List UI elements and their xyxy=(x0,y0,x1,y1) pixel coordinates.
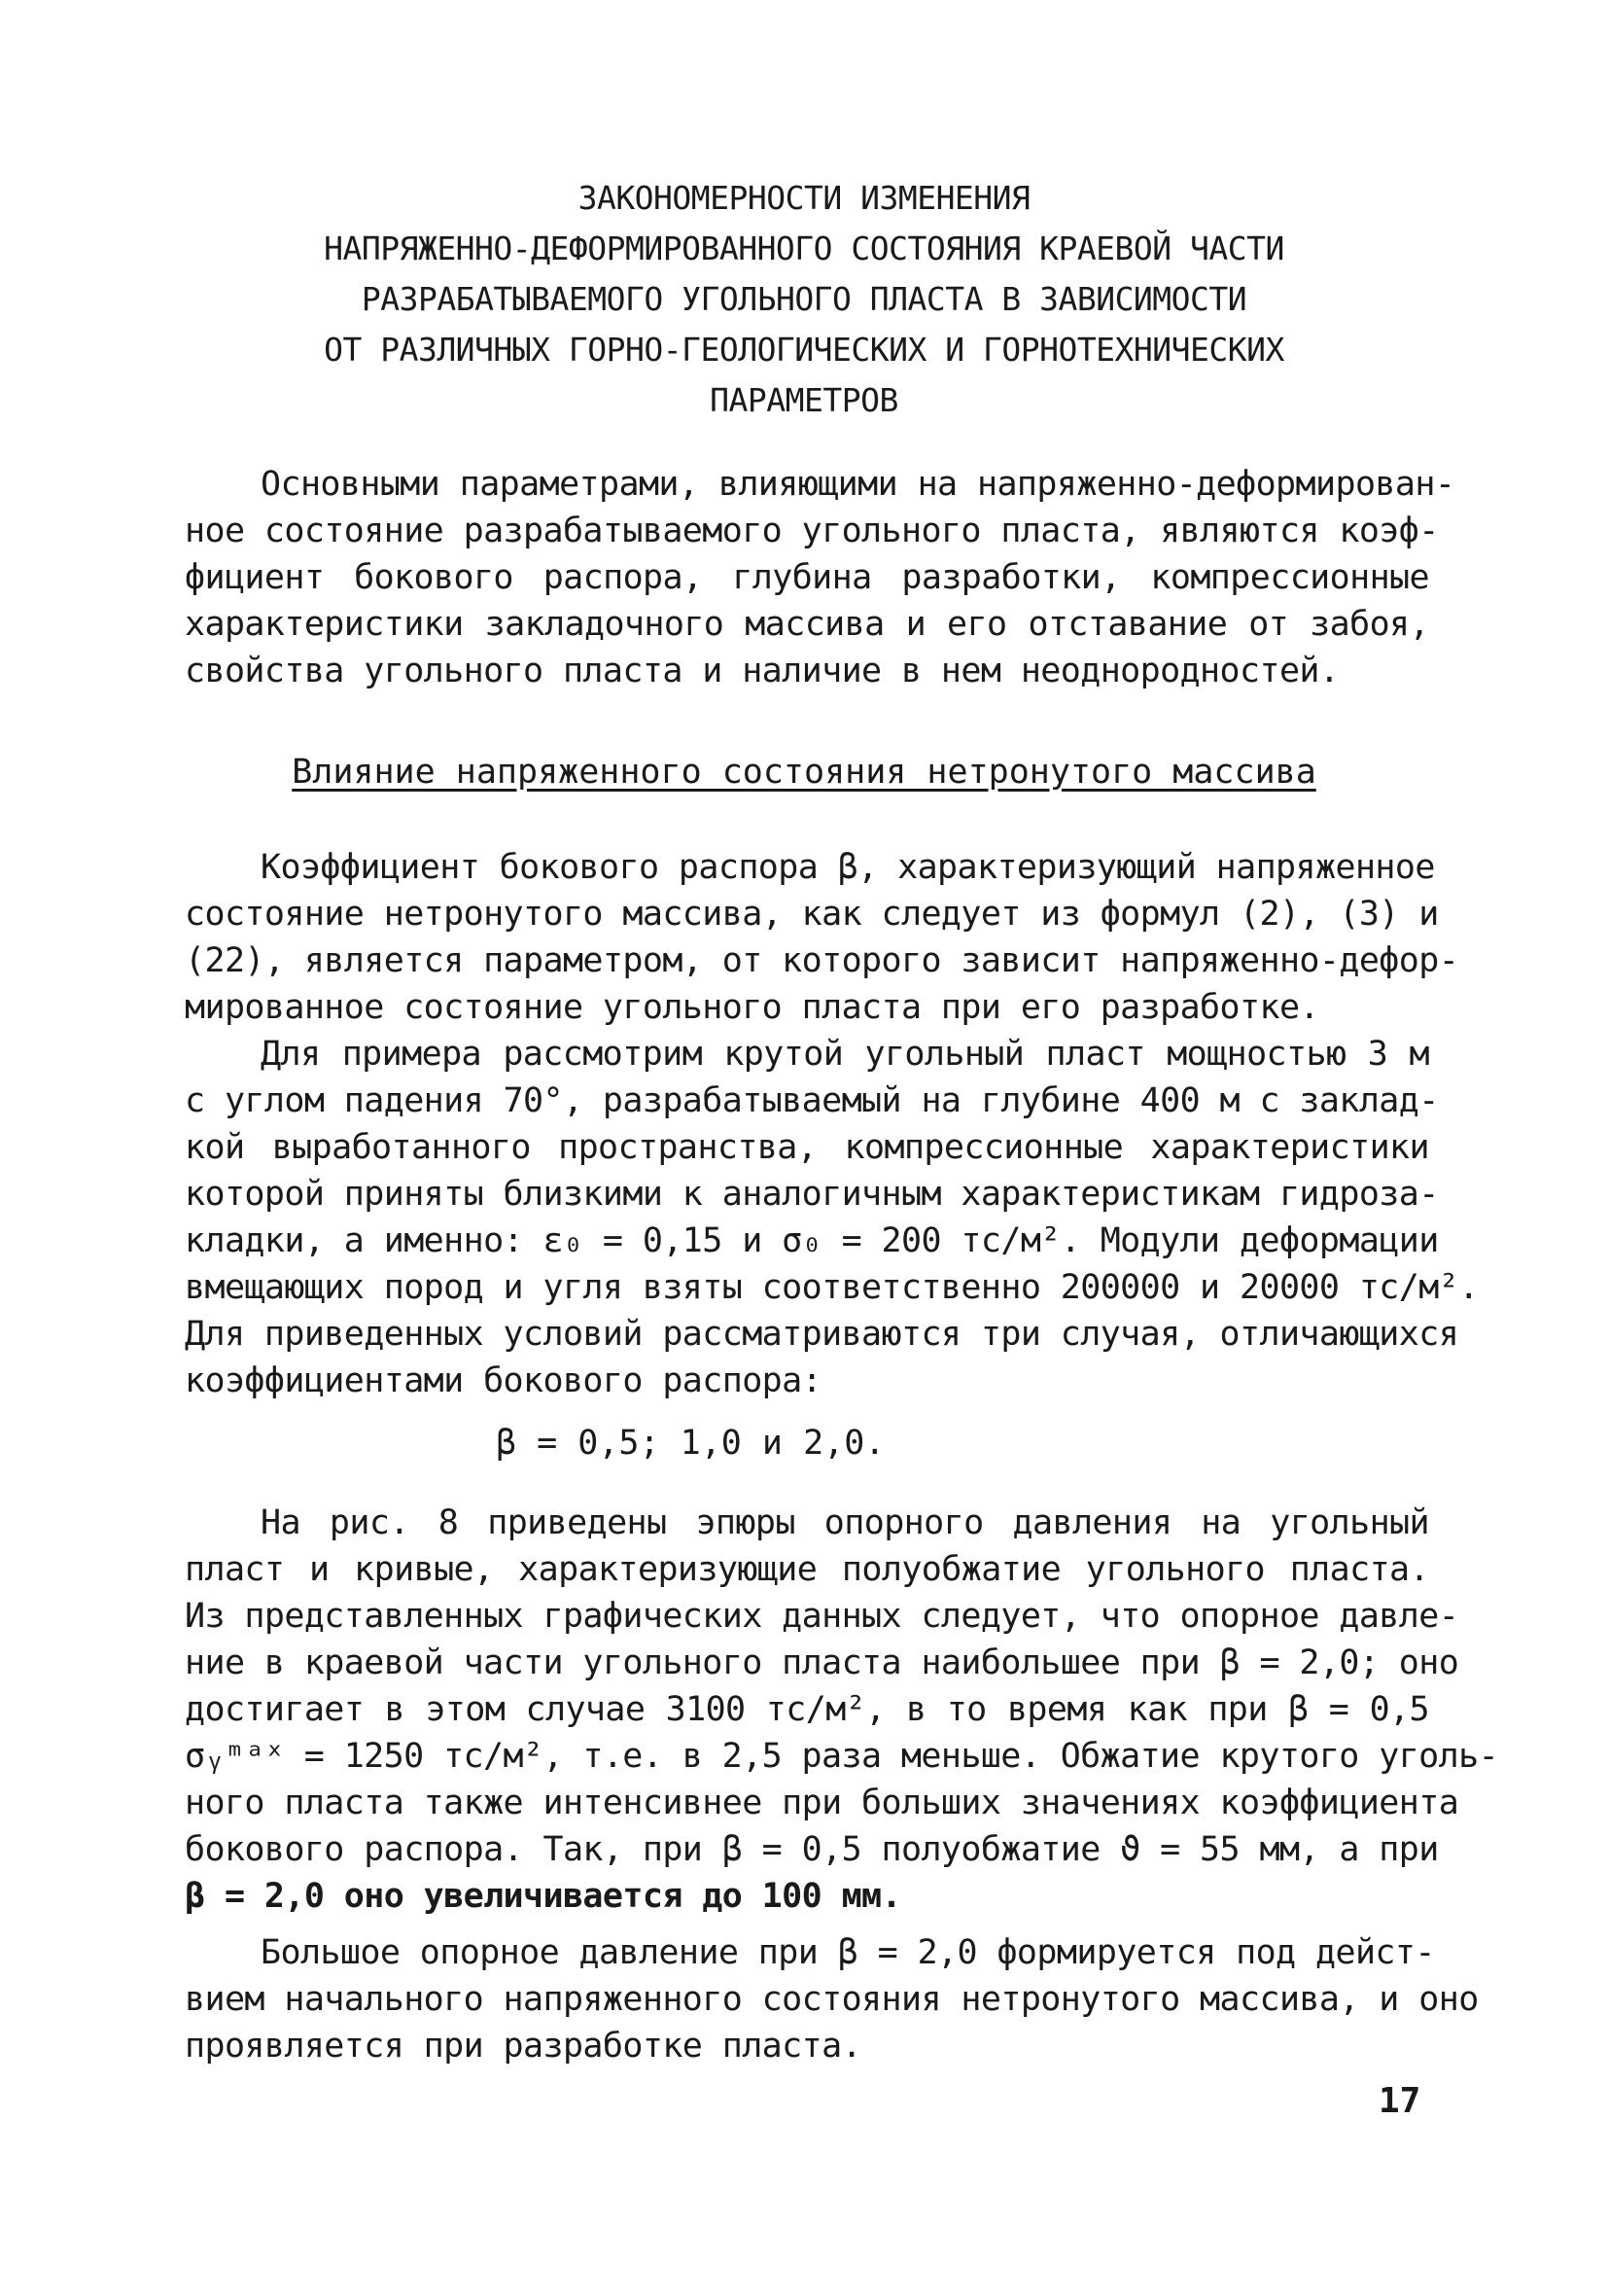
title-line: ОТ РАЗЛИЧНЫХ ГОРНО-ГЕОЛОГИЧЕСКИХ И ГОРНОТЕХНИЧЕСКИХ xyxy=(324,331,1284,369)
text-line: свойства угольного пласта и наличие в нем неоднородностей. xyxy=(185,652,1340,690)
text-line: достигает в этом случае 3100 тс/м², в то время как при β = 0,5 xyxy=(185,1690,1429,1729)
text-line: На рис. 8 приведены эпюры опорного давления на угольный xyxy=(261,1503,1429,1542)
text-line: кой выработанного пространства, компрессионные характеристики xyxy=(185,1128,1429,1167)
title-line: РАЗРАБАТЫВАЕМОГО УГОЛЬНОГО ПЛАСТА В ЗАВИСИМОСТИ xyxy=(361,280,1247,318)
paragraph-example xyxy=(185,1031,1479,1404)
text-line: ное состояние разрабатываемого угольного пласта, являются коэф- xyxy=(185,512,1439,550)
text-line: вмещающих пород и угля взяты соответственно 200000 и 20000 тс/м². xyxy=(185,1268,1479,1307)
beta-values-formula: β = 0,5; 1,0 и 2,0. xyxy=(496,1424,886,1463)
text-line: с углом падения 70°, разрабатываемый на глубине 400 м с заклад- xyxy=(185,1081,1439,1120)
text-line: σᵧᵐᵃˣ = 1250 тс/м², т.е. в 2,5 раза меньше. Обжатие крутого уголь- xyxy=(185,1737,1499,1776)
text-line: Из представленных графических данных следует, что опорное давле- xyxy=(185,1597,1459,1636)
text-line: мированное состояние угольного пласта при его разработке. xyxy=(185,988,1319,1027)
title-line: НАПРЯЖЕННО-ДЕФОРМИРОВАННОГО СОСТОЯНИЯ КРАЕВОЙ ЧАСТИ xyxy=(324,230,1284,267)
text-line: состояние нетронутого массива, как следует из формул (2), (3) и xyxy=(185,895,1439,934)
text-line: (22), является параметром, от которого зависит напряженно-дефор- xyxy=(185,941,1459,980)
text-line: кладки, а именно: ε₀ = 0,15 и σ₀ = 200 тс/м². Модули деформации xyxy=(185,1221,1439,1260)
text-line: бокового распора. Так, при β = 0,5 полуобжатие ϑ = 55 мм, а при xyxy=(185,1830,1439,1869)
chapter-title xyxy=(0,173,1608,426)
paragraph-conclusion xyxy=(185,1929,1479,2069)
text-line: которой приняты близкими к аналогичным характеристикам гидроза- xyxy=(185,1175,1439,1214)
paragraph-lateral-thrust xyxy=(185,844,1459,1031)
text-line: Большое опорное давление при β = 2,0 формируется под дейст- xyxy=(261,1933,1435,1972)
section-heading: Влияние напряженного состояния нетронутого массива xyxy=(292,753,1316,792)
intro-paragraph xyxy=(185,461,1455,694)
text-line: вием начального напряженного состояния нетронутого массива, и оно xyxy=(185,1980,1479,2019)
text-line: ного пласта также интенсивнее при больших значениях коэффициента xyxy=(185,1784,1459,1822)
text-line: Для приведенных условий рассматриваются три случая, отличающихся xyxy=(185,1315,1459,1354)
title-line: ЗАКОНОМЕРНОСТИ ИЗМЕНЕНИЯ xyxy=(577,179,1031,217)
page-number: 17 xyxy=(1379,2081,1421,2121)
text-line: ние в краевой части угольного пласта наибольшее при β = 2,0; оно xyxy=(185,1643,1459,1682)
text-line: фициент бокового распора, глубина разработки, компрессионные xyxy=(185,558,1429,597)
paragraph-figure-8 xyxy=(185,1500,1499,1920)
text-line: коэффициентами бокового распора: xyxy=(185,1361,822,1400)
text-line: проявляется при разработке пласта. xyxy=(185,2027,862,2066)
text-line: β = 2,0 оно увеличивается до 100 мм. xyxy=(185,1877,901,1916)
text-line: Для примера рассмотрим крутой угольный пласт мощностью 3 м xyxy=(261,1035,1429,1074)
text-line: Основными параметрами, влияющими на напряженно-деформирован- xyxy=(261,465,1455,504)
text-line: пласт и кривые, характеризующие полуобжатие угольного пласта. xyxy=(185,1550,1429,1589)
text-line: характеристики закладочного массива и его отставание от забоя, xyxy=(185,605,1429,644)
text-line: Коэффициент бокового распора β, характеризующий напряженное xyxy=(261,848,1435,887)
title-line: ПАРАМЕТРОВ xyxy=(710,381,898,419)
